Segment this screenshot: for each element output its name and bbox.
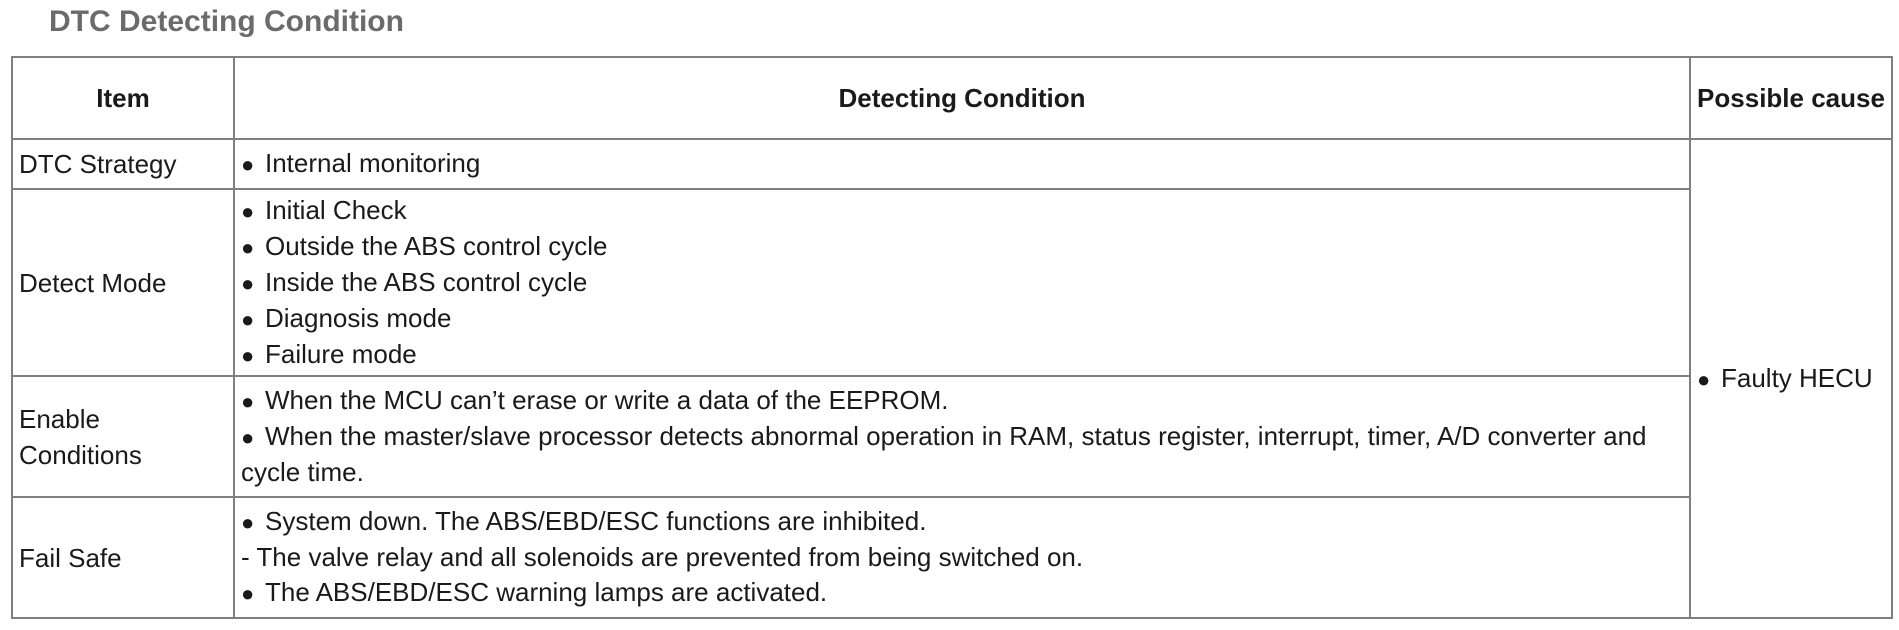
condition-line: ● Diagnosis mode [241,301,1683,337]
condition-cell [234,189,1690,376]
bullet-icon: ● [241,306,255,332]
item-cell: Detect Mode [12,189,234,376]
condition-line: ● The ABS/EBD/ESC warning lamps are activated. [241,575,1683,611]
page-title: DTC Detecting Condition [49,5,404,38]
table-row-enable-conditions [12,376,1892,497]
bullet-icon: ● [241,389,255,414]
bullet-icon: ● [241,234,255,260]
dtc-detecting-condition-table [11,56,1893,619]
bullet-icon: ● [1697,366,1711,392]
condition-line: - The valve relay and all solenoids are prevented from being switched on. [241,542,1084,572]
header-item: Item [12,57,234,139]
condition-line: ● When the master/slave processor detects abnormal operation in RAM, status register, interrupt, timer, A/D converter and cycle time. [241,421,1647,487]
table-row-detect-mode [12,189,1892,376]
condition-line: ● System down. The ABS/EBD/ESC functions are inhibited. [241,504,1683,540]
bullet-icon: ● [241,425,255,450]
header-detecting-condition: Detecting Condition [234,57,1690,139]
item-cell: DTC Strategy [12,139,234,189]
possible-cause-text: Faulty HECU [1721,362,1873,393]
condition-line: ● Outside the ABS control cycle [241,229,1683,265]
item-cell: Enable Conditions [12,376,234,497]
header-possible-cause: Possible cause [1690,57,1892,139]
bullet-icon: ● [241,152,255,177]
condition-cell [234,376,1690,497]
table-header-row [12,57,1892,139]
condition-line: ● Inside the ABS control cycle [241,265,1683,301]
table-row-fail-safe [12,497,1892,618]
item-cell: Fail Safe [12,497,234,618]
table-row-dtc-strategy [12,139,1892,189]
bullet-icon: ● [241,198,255,224]
bullet-icon: ● [241,510,255,535]
bullet-icon: ● [241,270,255,296]
condition-line: ● Internal monitoring [241,146,1683,182]
condition-cell [234,139,1690,189]
condition-line: ● Initial Check [241,193,1683,229]
condition-line: ● Failure mode [241,337,1683,373]
bullet-icon: ● [241,581,255,606]
possible-cause-cell [1690,139,1892,618]
condition-line: ● When the MCU can’t erase or write a data of the EEPROM. [241,383,1683,419]
bullet-icon: ● [241,342,255,368]
condition-cell [234,497,1690,618]
